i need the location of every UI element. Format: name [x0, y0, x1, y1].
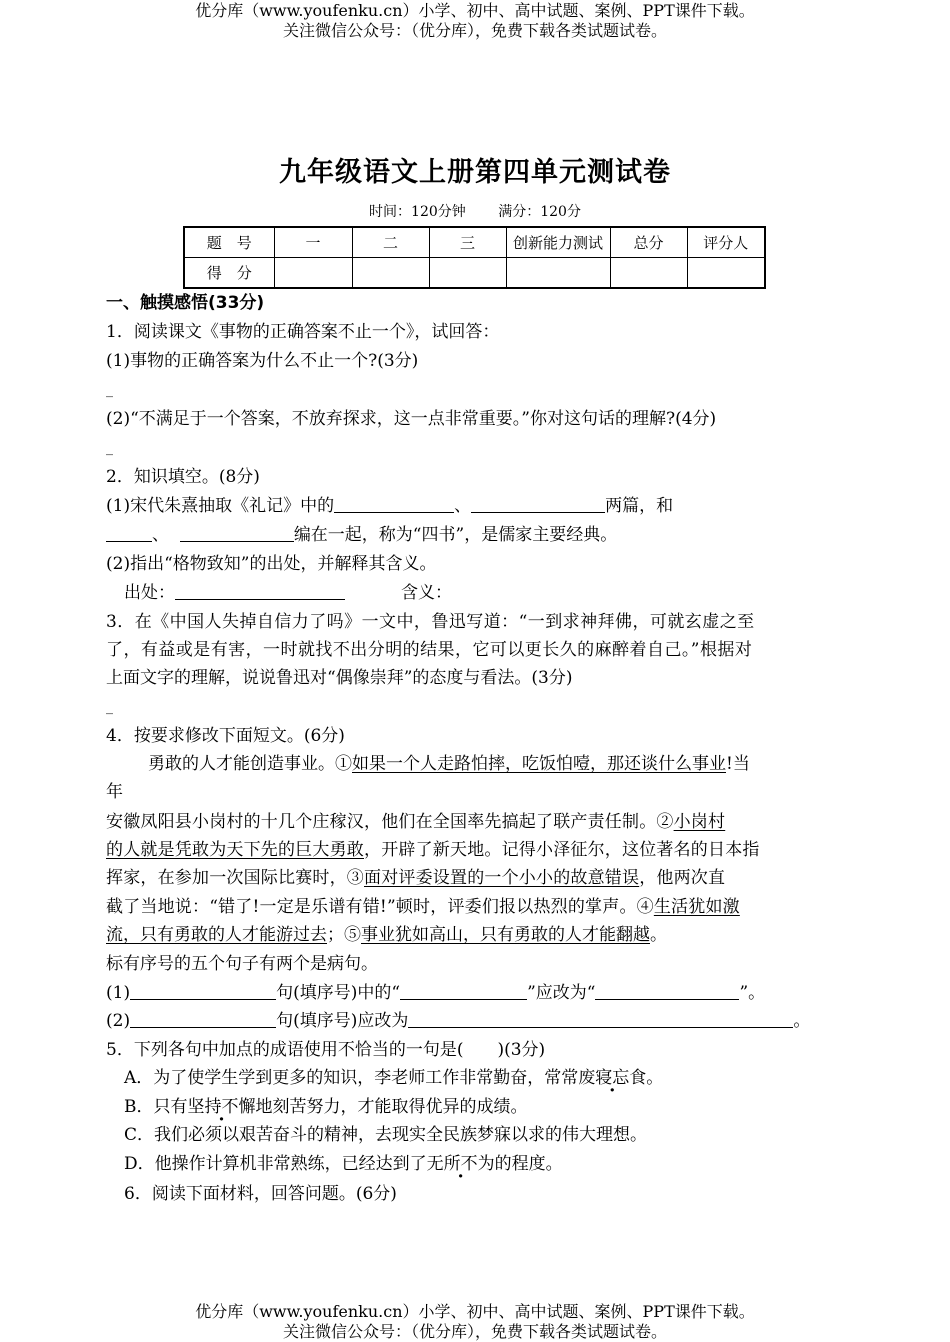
dotted-idiom [427, 1154, 495, 1174]
page-title: 九年级语文上册第四单元测试卷 [279, 157, 671, 188]
fill-blank[interactable] [400, 981, 527, 1000]
q4-passage-line-7 [106, 922, 667, 948]
q2-source-meaning-line [124, 580, 452, 606]
q1-part-1: (1)事物的正确答案为什么不止一个?(3分) [106, 351, 419, 371]
q4-passage-line-3 [106, 809, 725, 835]
q4-underlined-sentence: 事业犹如高山，只有勇敢的人才能翻越 [361, 925, 650, 945]
score-header-cell: 总分 [610, 227, 687, 258]
q2-text: 编在一起，称为“四书”，是儒家主要经典。 [293, 525, 618, 545]
q4-answer-2 [106, 1008, 810, 1034]
score-cell[interactable] [610, 258, 687, 289]
q4-underlined-sentence: 生活犹如激 [653, 897, 740, 917]
q2-part-2: (2)指出“格物致知”的出处，并解释其含义。 [106, 554, 437, 574]
q3-line-3: 上面文字的理解，说说鲁迅对“偶像崇拜”的态度与看法。(3分) [106, 668, 573, 688]
q2-text: 、 [152, 525, 169, 545]
q3-line-1: 3．在《中国人失掉自信力了吗》一文中，鲁迅写道：“一到求神拜佛，可就玄虚之至 [106, 612, 755, 632]
score-cell[interactable] [429, 258, 506, 289]
score-header-cell: 一 [274, 227, 352, 258]
q4-text: 挥家，在参加一次国际比赛时，③ [106, 868, 364, 888]
fill-blank[interactable] [595, 981, 739, 1000]
q4-underlined-sentence: 如果一个人走路怕摔，吃饭怕噎，那还谈什么事业 [352, 754, 726, 774]
answer-mark: _ [106, 699, 113, 715]
score-cell[interactable] [506, 258, 610, 289]
q5-option-b[interactable] [124, 1094, 528, 1120]
fill-blank[interactable] [471, 494, 605, 513]
q4-text: ；⑤ [327, 925, 361, 945]
q4-passage-line-6 [106, 894, 740, 920]
score-header-cell: 二 [352, 227, 429, 258]
fill-blank[interactable] [175, 581, 345, 600]
score-header-cell: 评分人 [687, 227, 765, 258]
q4-text: ，他两次直 [639, 868, 726, 888]
q4-underlined-sentence: 流，只有勇敢的人才能游过去 [106, 925, 327, 945]
q5-stem: 5．下列各句中加点的成语使用不恰当的一句是( )(3分) [106, 1040, 546, 1060]
footer-line-2: 关注微信公众号：（优分库），免费下载各类试题试卷。 [282, 1322, 667, 1341]
q4-text: (2) [106, 1011, 131, 1031]
footer-line-1: 优分库（www.youfenku.cn）小学、初中、高中试题、案例、PPT课件下载。 [195, 1302, 755, 1321]
dotted-idiom [188, 1097, 256, 1117]
dotted-idiom-text: 无所不为 [426, 1154, 495, 1174]
q4-text: 勇敢的人才能创造事业。① [148, 754, 352, 774]
q4-text: ”应改为“ [527, 983, 596, 1003]
q4-passage-line-4 [106, 837, 760, 863]
score-header-cell: 题 号 [184, 227, 274, 258]
fill-blank[interactable] [408, 1009, 793, 1028]
section-1-heading: 一、触摸感悟(33分) [106, 293, 265, 313]
q2-stem: 2．知识填空。(8分) [106, 467, 260, 487]
q5-option-d[interactable] [124, 1151, 563, 1177]
q2-text: 两篇，和 [605, 496, 674, 516]
header-line-1: 优分库（www.youfenku.cn）小学、初中、高中试题、案例、PPT课件下载。 [195, 1, 755, 20]
q4-text: 句(填序号)应改为 [276, 1011, 409, 1031]
q4-passage-line-1 [148, 751, 750, 777]
q4-text: 。 [650, 925, 667, 945]
fill-blank[interactable] [334, 494, 454, 513]
q4-text: !当 [726, 754, 750, 774]
meaning-label: 含义： [401, 583, 452, 603]
q5-text: C．我们必须以艰苦奋斗的精神，去现实全民族梦寐以求的伟大理想。 [124, 1125, 648, 1145]
q4-stem: 4．按要求修改下面短文。(6分) [106, 726, 345, 746]
fill-blank[interactable] [106, 523, 152, 542]
q5-text: D．他操作计算机非常熟练，已经达到了 [124, 1154, 427, 1174]
source-label: 出处： [124, 583, 175, 603]
dotted-idiom-text: 废寝忘食 [578, 1068, 647, 1088]
q4-text: (1) [106, 983, 131, 1003]
q5-option-c[interactable] [124, 1122, 647, 1148]
fill-blank[interactable] [130, 981, 276, 1000]
score-header-cell: 三 [429, 227, 506, 258]
q4-underlined-sentence: 小岗村 [673, 812, 726, 832]
q2-text: (1)宋代朱熹抽取《礼记》中的 [106, 496, 335, 516]
q4-text: ，开辟了新天地。记得小泽征尔，这位著名的日本指 [364, 840, 760, 860]
q2-part-1-line-1 [106, 493, 673, 519]
fill-blank[interactable] [130, 1009, 276, 1028]
score-cell[interactable] [687, 258, 765, 289]
dotted-idiom [578, 1068, 646, 1088]
q5-text: A．为了使学生学到更多的知识，李老师工作非常勤奋，常常 [124, 1068, 579, 1088]
q4-underlined-sentence: 的人就是凭敢为天下先的巨大勇敢 [106, 840, 364, 860]
time-limit: 时间：120分钟 [369, 204, 466, 220]
q5-text: 地刻苦努力，才能取得优异的成绩。 [255, 1097, 528, 1117]
q6-stem: 6．阅读下面材料，回答问题。(6分) [124, 1184, 397, 1204]
q4-text: 句(填序号)中的“ [276, 983, 401, 1003]
score-row-label: 得 分 [184, 258, 274, 289]
q1-part-2: (2)“不满足于一个答案，不放弃探求，这一点非常重要。”你对这句话的理解?(4分) [106, 409, 717, 429]
header-line-2: 关注微信公众号：（优分库），免费下载各类试题试卷。 [282, 21, 667, 40]
q2-text: 、 [454, 496, 472, 516]
q4-text: 截了当地说：“错了!一定是乐谱有错!”顿时，评委们报以热烈的掌声。④ [106, 897, 654, 917]
q2-part-1-line-2 [106, 522, 617, 548]
q4-text: 安徽凤阳县小岗村的十几个庄稼汉，他们在全国率先搞起了联产责任制。② [106, 812, 674, 832]
q3-line-2: 了，有益或是有害，一时就找不出分明的结果，它可以更长久的麻醉着自己。”根据对 [106, 640, 753, 660]
q4-passage-line-2: 年 [106, 782, 123, 802]
q5-text: 。 [646, 1068, 664, 1088]
q5-option-a[interactable] [124, 1065, 663, 1091]
score-table-header-row [184, 227, 765, 258]
score-table [183, 226, 766, 289]
q4-text: 。 [793, 1011, 811, 1031]
exam-meta [0, 201, 950, 221]
score-header-cell: 创新能力测试 [506, 227, 610, 258]
q4-underlined-sentence: 面对评委设置的一个小小的故意错误 [364, 868, 640, 888]
q4-text: ”。 [739, 983, 766, 1003]
q5-text: 的程度。 [494, 1154, 563, 1174]
dotted-idiom-text: 坚持不懈 [187, 1097, 256, 1117]
score-cell[interactable] [274, 258, 352, 289]
answer-mark: _ [106, 440, 113, 456]
score-table-score-row [184, 258, 765, 289]
score-cell[interactable] [352, 258, 429, 289]
full-score: 满分：120分 [498, 204, 581, 220]
fill-blank[interactable] [180, 523, 294, 542]
q4-instruction: 标有序号的五个句子有两个是病句。 [106, 954, 378, 974]
q4-passage-line-5 [106, 865, 725, 891]
q4-answer-1 [106, 980, 765, 1006]
q5-text: B．只有 [124, 1097, 188, 1117]
answer-mark: _ [106, 382, 113, 398]
q1-stem: 1．阅读课文《事物的正确答案不止一个》，试回答： [106, 322, 500, 342]
